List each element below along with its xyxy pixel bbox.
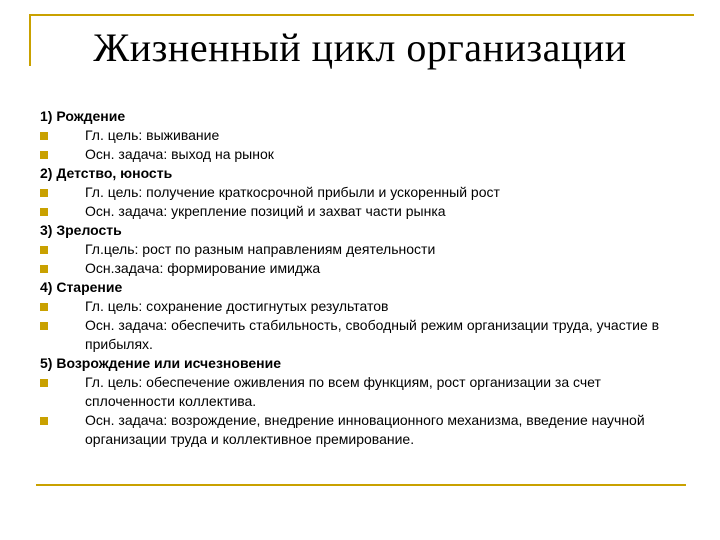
list-item	[40, 202, 680, 221]
list-item-text: Гл. цель: обеспечение оживления по всем функциям, рост организации за счет сплоченности коллектива.	[85, 374, 601, 409]
list-item	[40, 145, 680, 164]
section-heading: 5) Возрождение или исчезновение	[40, 355, 281, 371]
list-item	[40, 183, 680, 202]
list-item	[40, 373, 680, 411]
list-item	[40, 259, 680, 278]
list-item	[40, 126, 680, 145]
list-item-text: Осн.задача: формирование имиджа	[85, 260, 321, 276]
list-item-text: Осн. задача: укрепление позиций и захват части рынка	[85, 203, 446, 219]
list-item-text: Гл. цель: выживание	[85, 127, 220, 143]
list-item-text: Осн. задача: обеспечить стабильность, свободный режим организации труда, участие в прибылях.	[85, 317, 660, 352]
section-heading: 3) Зрелость	[40, 222, 122, 238]
section-heading: 1) Рождение	[40, 108, 126, 124]
section-heading: 4) Старение	[40, 279, 123, 295]
square-bullet-icon	[40, 132, 48, 140]
slide-content	[40, 107, 680, 449]
list-item	[40, 297, 680, 316]
bottom-border-line	[36, 484, 686, 486]
square-bullet-icon	[40, 151, 48, 159]
list-item	[40, 316, 680, 354]
square-bullet-icon	[40, 189, 48, 197]
square-bullet-icon	[40, 265, 48, 273]
top-border-line	[29, 14, 694, 16]
page-title: Жизненный цикл организации	[93, 25, 627, 70]
list-item-text: Гл. цель: сохранение достигнутых результатов	[85, 298, 389, 314]
section-heading: 2) Детство, юность	[40, 165, 173, 181]
square-bullet-icon	[40, 322, 48, 330]
list-item	[40, 411, 680, 449]
square-bullet-icon	[40, 379, 48, 387]
list-item-text: Осн. задача: возрождение, внедрение инновационного механизма, введение научной организации труда и коллективное премирование.	[85, 412, 645, 447]
square-bullet-icon	[40, 246, 48, 254]
list-item-text: Гл. цель: получение краткосрочной прибыли и ускоренный рост	[85, 184, 500, 200]
list-item-text: Осн. задача: выход на рынок	[85, 146, 274, 162]
list-item	[40, 240, 680, 259]
square-bullet-icon	[40, 208, 48, 216]
square-bullet-icon	[40, 417, 48, 425]
list-item-text: Гл.цель: рост по разным направлениям деятельности	[85, 241, 436, 257]
square-bullet-icon	[40, 303, 48, 311]
